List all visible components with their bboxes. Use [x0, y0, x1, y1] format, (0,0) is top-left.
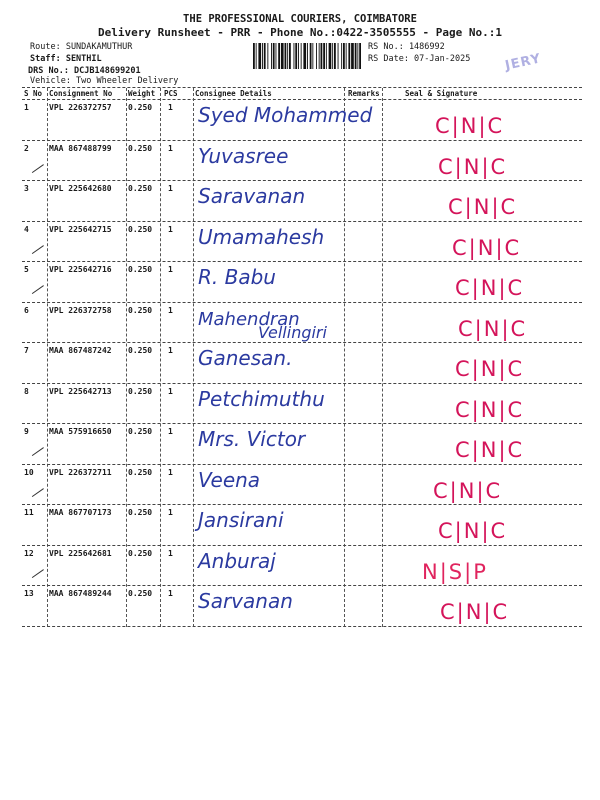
route-label: Route: SUNDAKAMUTHUR — [30, 42, 133, 52]
row-weight: 0.250 — [128, 143, 153, 153]
rs-date: RS Date: 07-Jan-2025 — [368, 54, 471, 64]
column-divider — [382, 88, 383, 627]
tick-mark — [26, 155, 44, 172]
row-weight: 0.250 — [128, 427, 153, 436]
tick-mark — [26, 439, 44, 456]
row-consignment-no: VPL 225642715 — [49, 224, 112, 234]
row-divider — [22, 261, 582, 262]
row-signature-mark: C|N|C — [458, 316, 528, 341]
row-consignee-handwritten: Jansirani — [198, 508, 284, 532]
row-signature-mark: C|N|C — [452, 235, 522, 260]
col-consignment: Consignment No — [49, 89, 113, 98]
row-consignment-no: VPL 226372758 — [49, 305, 112, 315]
row-pcs: 1 — [168, 427, 173, 436]
row-consignee-handwritten: R. Babu — [198, 265, 276, 289]
row-weight: 0.250 — [128, 467, 153, 477]
row-divider — [22, 140, 582, 141]
column-divider — [344, 88, 345, 627]
row-signature-mark: C|N|C — [433, 478, 503, 503]
rs-number: RS No.: 1486992 — [368, 42, 445, 52]
col-signature: Seal & Signature — [405, 89, 478, 98]
row-pcs: 1 — [168, 143, 173, 153]
row-consignee-handwritten: Umamahesh — [198, 224, 325, 249]
row-divider — [22, 302, 582, 303]
row-consignee-handwritten: Veena — [198, 467, 261, 492]
row-pcs: 1 — [168, 386, 173, 396]
row-signature-mark: C|N|C — [455, 357, 525, 381]
row-divider — [22, 585, 582, 586]
stamp-mark: JERY — [503, 51, 543, 74]
staff-label: Staff: SENTHIL — [30, 54, 102, 64]
row-sno: 12 — [24, 548, 34, 558]
row-weight: 0.250 — [128, 224, 153, 234]
row-consignment-no: MAA 575916650 — [49, 427, 112, 436]
row-signature-mark: C|N|C — [440, 600, 510, 624]
row-signature-mark: C|N|C — [438, 519, 508, 543]
vehicle-label: Vehicle: Two Wheeler Delivery — [30, 76, 179, 86]
row-weight: 0.250 — [128, 184, 153, 193]
row-consignee-handwritten: Mrs. Victor — [198, 427, 306, 451]
column-divider — [193, 88, 194, 627]
barcode — [253, 43, 361, 69]
row-sno: 7 — [24, 346, 29, 355]
drs-number: DRS No.: DCJB148699201 — [28, 66, 141, 76]
row-sno: 1 — [24, 103, 29, 112]
row-divider — [22, 464, 582, 465]
row-weight: 0.250 — [128, 508, 153, 517]
row-signature-mark: C|N|C — [448, 195, 518, 219]
row-sno: 13 — [24, 589, 34, 598]
row-divider — [22, 221, 582, 222]
row-pcs: 1 — [168, 224, 173, 234]
row-pcs: 1 — [168, 346, 173, 355]
row-signature-mark: C|N|C — [435, 114, 505, 138]
row-pcs: 1 — [168, 265, 173, 274]
row-weight: 0.250 — [128, 103, 153, 112]
row-consignee-handwritten-line2: Vellingiri — [258, 322, 327, 342]
row-consignment-no: MAA 867489244 — [49, 589, 112, 598]
row-signature-mark: C|N|C — [438, 154, 508, 179]
row-consignee-handwritten: Yuvasree — [198, 143, 289, 168]
row-divider — [22, 545, 582, 546]
row-signature-mark: C|N|C — [455, 276, 525, 300]
row-consignment-no: MAA 867707173 — [49, 508, 112, 517]
row-pcs: 1 — [168, 184, 173, 193]
row-sno: 8 — [24, 386, 29, 396]
row-weight: 0.250 — [128, 386, 153, 396]
column-divider — [47, 88, 48, 627]
runsheet-title: Delivery Runsheet - PRR - Phone No.:0422-3505555 - Page No.:1 — [98, 26, 502, 39]
col-remarks: Remarks — [348, 89, 380, 98]
row-sno: 11 — [24, 508, 34, 517]
column-divider — [160, 88, 161, 627]
row-signature-mark: N|S|P — [422, 559, 488, 584]
company-name: THE PROFESSIONAL COURIERS, COIMBATORE — [183, 13, 417, 25]
row-consignee-handwritten: Petchimuthu — [198, 386, 325, 411]
row-divider — [22, 626, 582, 627]
row-divider — [22, 180, 582, 181]
row-consignment-no: VPL 225642716 — [49, 265, 112, 274]
row-consignment-no: VPL 225642713 — [49, 386, 112, 396]
row-consignee-handwritten: Anburaj — [198, 548, 276, 573]
row-consignee-handwritten: Saravanan — [198, 184, 306, 208]
row-weight: 0.250 — [128, 305, 153, 315]
col-pcs: PCS — [164, 89, 178, 98]
row-consignee-handwritten: Ganesan. — [198, 346, 293, 370]
row-divider — [22, 342, 582, 343]
row-consignment-no: VPL 226372711 — [49, 467, 112, 477]
row-consignment-no: MAA 867488799 — [49, 143, 112, 153]
row-consignment-no: VPL 225642681 — [49, 548, 112, 558]
row-sno: 2 — [24, 143, 29, 153]
row-sno: 10 — [24, 467, 34, 477]
row-pcs: 1 — [168, 548, 173, 558]
tick-mark — [26, 560, 44, 577]
row-sno: 4 — [24, 224, 29, 234]
row-pcs: 1 — [168, 467, 173, 477]
row-divider — [22, 423, 582, 424]
row-consignment-no: MAA 867487242 — [49, 346, 112, 355]
row-signature-mark: C|N|C — [455, 438, 525, 462]
row-divider — [22, 504, 582, 505]
row-sno: 5 — [24, 265, 29, 274]
row-weight: 0.250 — [128, 548, 153, 558]
row-sno: 3 — [24, 184, 29, 193]
row-pcs: 1 — [168, 508, 173, 517]
row-weight: 0.250 — [128, 265, 153, 274]
row-weight: 0.250 — [128, 589, 153, 598]
row-pcs: 1 — [168, 305, 173, 315]
header-bottom-rule — [22, 99, 582, 100]
tick-mark — [26, 479, 44, 496]
row-sno: 6 — [24, 305, 29, 315]
row-consignee-handwritten: Syed Mohammed — [198, 103, 373, 127]
row-sno: 9 — [24, 427, 29, 436]
col-weight: Weight — [128, 89, 156, 98]
row-divider — [22, 383, 582, 384]
tick-mark — [26, 236, 44, 253]
row-consignee-handwritten: Mahendran — [198, 308, 300, 330]
col-sno: S No — [24, 89, 43, 98]
row-weight: 0.250 — [128, 346, 153, 355]
row-consignee-handwritten: Sarvanan — [198, 589, 293, 613]
row-consignment-no: VPL 225642680 — [49, 184, 112, 193]
tick-mark — [26, 277, 44, 294]
row-pcs: 1 — [168, 103, 173, 112]
row-signature-mark: C|N|C — [455, 397, 525, 422]
column-divider — [126, 88, 127, 627]
row-consignment-no: VPL 226372757 — [49, 103, 112, 112]
header-top-rule — [22, 87, 582, 88]
col-consignee: Consignee Details — [195, 89, 272, 98]
row-pcs: 1 — [168, 589, 173, 598]
